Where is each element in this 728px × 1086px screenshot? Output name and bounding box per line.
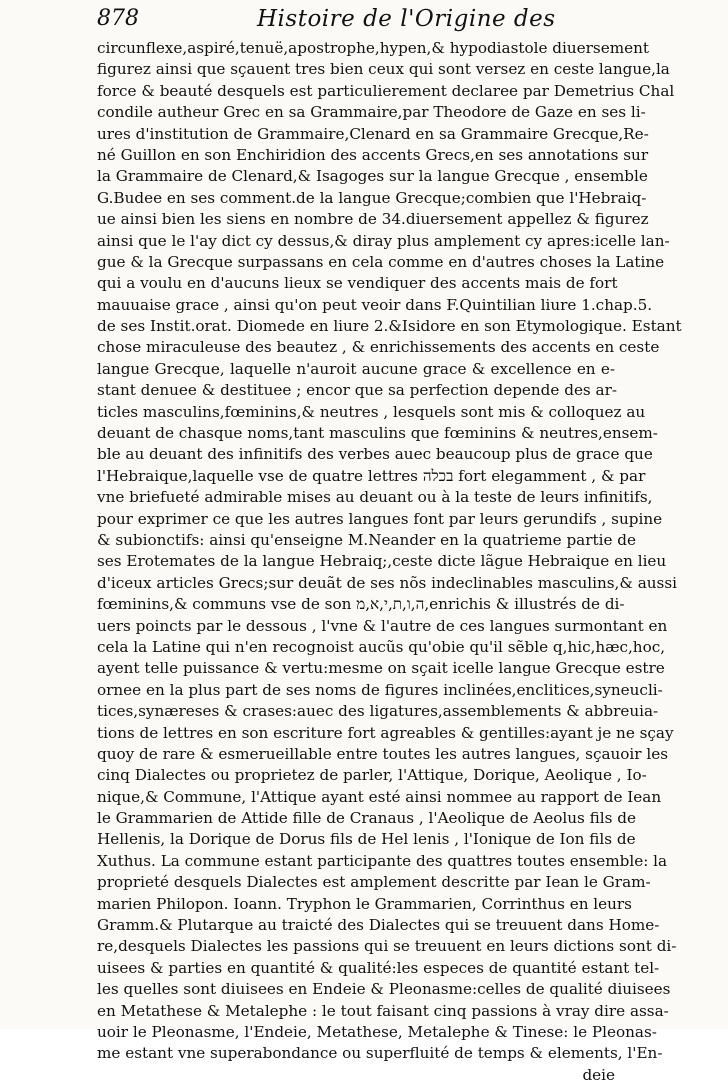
text-line: circunflexe,aspiré,tenuë,apostrophe,hypen,& hypodiastole diuersement — [97, 39, 649, 57]
text-line: les quelles sont diuisees en Endeie & Pleonasme:celles de qualité diuisees — [97, 980, 671, 999]
page-number: 878 — [97, 6, 139, 31]
text-line: gue & la Grecque surpassans en cela comme en d'autres choses la Latine — [97, 252, 665, 271]
text-line: chose miraculeuse des beautez , & enrichissements des accents en ceste — [97, 338, 660, 357]
text-line: d'iceux articles Grecs;sur deuãt de ses nõs indeclinables masculins,& aussi — [97, 573, 677, 592]
text-line: nique,& Commune, l'Attique ayant esté ainsi nommee au rapport de Iean — [97, 787, 662, 806]
text-line: ayent telle puissance & vertu:mesme on sçait icelle langue Grecque estre — [97, 659, 665, 678]
text-line: stant denuee & destituee ; encor que sa perfection depende des ar- — [97, 381, 618, 400]
text-line: Gramm.& Plutarque au traicté des Dialectes qui se treuuent dans Home- — [97, 916, 660, 935]
text-line: deie — [582, 1065, 615, 1084]
text-line: langue Grecque, laquelle n'auroit aucune grace & excellence en e- — [97, 359, 615, 378]
text-line: mauuaise grace , ainsi qu'on peut veoir dans F.Quintilian liure 1.chap.5. — [97, 295, 653, 314]
text-line: marien Philopon. Ioann. Tryphon le Grammarien, Corrinthus en leurs — [97, 894, 632, 913]
text-line: la Grammaire de Clenard,& Isagoges sur la langue Grecque , ensemble — [97, 167, 648, 186]
text-line: ornee en la plus part de ses noms de figures inclinées,enclitices,syneucli- — [97, 680, 663, 699]
text-line: me estant vne superabondance ou superfluité de temps & elements, l'En- — [97, 1044, 663, 1063]
text-line: ue ainsi bien les siens en nombre de 34.diuersement appellez & figurez — [97, 210, 649, 229]
body-text — [97, 38, 682, 1086]
text-line: figurez ainsi que sçauent tres bien ceux qui sont versez en ceste langue,la — [97, 60, 670, 79]
text-line: Xuthus. La commune estant participante des quattres toutes ensemble: la — [97, 851, 668, 870]
text-line: pour exprimer ce que les autres langues font par leurs gerundifs , supine — [97, 509, 663, 528]
text-line: re,desquels Dialectes les passions qui se treuuent en leurs dictions sont di- — [97, 937, 677, 956]
text-line: ainsi que le l'ay dict cy dessus,& diray plus amplement cy apres:icelle lan- — [97, 231, 670, 250]
text-line: Hellenis, la Dorique de Dorus fils de Hel lenis , l'Ionique de Ion fils de — [97, 830, 636, 849]
running-title: Histoire de l'Origine des — [257, 6, 556, 32]
text-line: quoy de rare & esmerueillable entre toutes les autres langues, sçauoir les — [97, 744, 669, 763]
text-line: ses Erotemates de la langue Hebraiq;,ceste dicte lãgue Hebraique en lieu — [97, 552, 667, 571]
text-line: ures d'institution de Grammaire,Clenard en sa Grammaire Grecque,Re- — [97, 124, 649, 143]
text-line: le Grammarien de Attide fille de Cranaus , l'Aeolique de Aeolus fils de — [97, 809, 636, 828]
text-line: en Metathese & Metalephe : le tout faisant cinq passions à vray dire assa- — [97, 1001, 669, 1020]
text-line: fœminins,& communs vse de son ה,ו,ת,י,א,מ,enrichis & illustrés de di- — [97, 595, 625, 614]
text-line: cela la Latine qui n'en recognoist aucũs qu'obie qu'il sẽble q,hic,hæc,hoc, — [97, 637, 666, 656]
text-line: ticles masculins,fœminins,& neutres , lesquels sont mis & colloquez au — [97, 402, 646, 421]
text-line: & subionctifs: ainsi qu'enseigne M.Neander en la quatrieme partie de — [97, 530, 636, 549]
text-line: ble au deuant des infinitifs des verbes auec beaucoup plus de grace que — [97, 445, 653, 464]
text-line: G.Budee en ses comment.de la langue Grecque;combien que l'Hebraiq- — [97, 188, 647, 207]
text-line: deuant de chasque noms,tant masculins que fœminins & neutres,ensem- — [97, 424, 658, 443]
text-line: l'Hebraique,laquelle vse de quatre lettres בכלה fort elegamment , & par — [97, 466, 646, 485]
text-line: force & beauté desquels est particulierement declaree par Demetrius Chal — [97, 81, 675, 100]
text-line: proprieté desquels Dialectes est amplement descritte par Iean le Gram- — [97, 873, 651, 892]
text-line: tions de lettres en son escriture fort agreables & gentilles:ayant je ne sçay — [97, 723, 674, 742]
text-line: uers poincts par le dessous , l'vne & l'autre de ces langues surmontant en — [97, 616, 668, 635]
text-line: de ses Instit.orat. Diomede en liure 2.&Isidore en son Etymologique. Estant — [97, 317, 682, 336]
text-line: condile autheur Grec en sa Grammaire,par Theodore de Gaze en ses li- — [97, 103, 646, 122]
text-line: qui a voulu en d'aucuns lieux se vendiquer des accents mais de fort — [97, 274, 618, 293]
page-header — [97, 6, 617, 36]
text-line: cinq Dialectes ou proprietez de parler, l'Attique, Dorique, Aeolique , Io- — [97, 766, 647, 785]
text-line: vne briefueté admirable mises au deuant ou à la teste de leurs infinitifs, — [97, 488, 653, 507]
text-line: uoir le Pleonasme, l'Endeie, Metathese, Metalephe & Tinese: le Pleonas- — [97, 1022, 657, 1041]
text-line: uisees & parties en quantité & qualité:les especes de quantité estant tel- — [97, 958, 660, 977]
text-line: tices,synæreses & crases:auec des ligatures,assemblements & abbreuia- — [97, 702, 659, 721]
text-line: né Guillon en son Enchiridion des accents Grecs,en ses annotations sur — [97, 145, 649, 164]
